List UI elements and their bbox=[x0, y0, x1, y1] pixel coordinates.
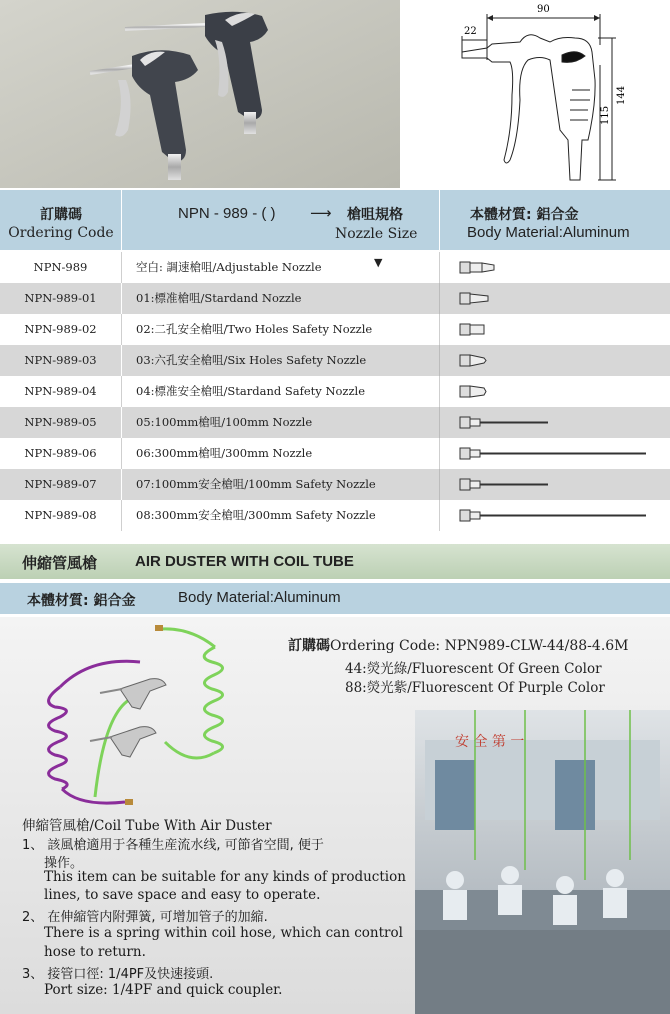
row-desc: 05:100mm槍咀/100mm Nozzle bbox=[122, 407, 440, 438]
table-row bbox=[0, 376, 670, 407]
color-option-purple: 88:熒光紫/Fluorescent Of Purple Color bbox=[345, 680, 605, 696]
material-band bbox=[0, 583, 670, 614]
table-row bbox=[0, 283, 670, 314]
row-desc: 08:300mm安全槍咀/300mm Safety Nozzle bbox=[122, 500, 440, 531]
row-code: NPN-989-02 bbox=[0, 314, 122, 345]
table-row bbox=[0, 500, 670, 531]
row-desc: 07:100mm安全槍咀/100mm Safety Nozzle bbox=[122, 469, 440, 500]
right-arrow-icon: ⟶ bbox=[310, 204, 332, 222]
row-code: NPN-989-08 bbox=[0, 500, 122, 531]
row-desc: 03:六孔安全槍咀/Six Holes Safety Nozzle bbox=[122, 345, 440, 376]
factory-workers-photo bbox=[415, 710, 670, 1014]
nozzle-size-en: Nozzle Size bbox=[335, 226, 418, 242]
air-gun-photo bbox=[0, 0, 400, 188]
order-code bbox=[288, 635, 629, 655]
factory-banner-text: 安 全 第 一 bbox=[455, 734, 525, 750]
nozzle-image bbox=[440, 407, 670, 438]
dimension-115: 115 bbox=[600, 105, 611, 125]
ordering-code-zh: 訂購碼 bbox=[40, 207, 82, 223]
dimension-drawing bbox=[400, 0, 670, 188]
section-title-en: AIR DUSTER WITH COIL TUBE bbox=[135, 553, 354, 570]
table-row bbox=[0, 438, 670, 469]
code-pattern: NPN - 989 - ( ) bbox=[178, 205, 276, 222]
row-code: NPN-989-06 bbox=[0, 438, 122, 469]
note-2-zh: 2、 在伸縮管内附彈簧, 可增加管子的加縮. bbox=[22, 910, 268, 925]
order-code-label-zh: 訂購碼 bbox=[288, 638, 330, 654]
row-desc: 02:二孔安全槍咀/Two Holes Safety Nozzle bbox=[122, 314, 440, 345]
row-desc: 空白: 調速槍咀/Adjustable Nozzle bbox=[122, 252, 440, 283]
row-code: NPN-989-07 bbox=[0, 469, 122, 500]
note-1-en-1: This item can be suitable for any kinds of production bbox=[44, 869, 406, 885]
note-2-en-2: hose to return. bbox=[44, 944, 146, 960]
row-code: NPN-989-03 bbox=[0, 345, 122, 376]
down-arrow-icon: ▼ bbox=[374, 256, 383, 269]
dimension-90: 90 bbox=[537, 4, 550, 15]
row-desc: 06:300mm槍咀/300mm Nozzle bbox=[122, 438, 440, 469]
row-code: NPN-989-01 bbox=[0, 283, 122, 314]
material-zh: 本體材質: 鋁合金 bbox=[470, 207, 579, 223]
material-header bbox=[440, 190, 670, 250]
nozzle-image bbox=[440, 438, 670, 469]
table-row bbox=[0, 407, 670, 438]
row-code: NPN-989-04 bbox=[0, 376, 122, 407]
technical-drawing bbox=[400, 0, 670, 188]
notes-title: 伸縮管風槍/Coil Tube With Air Duster bbox=[22, 818, 272, 834]
row-desc: 01:標准槍咀/Stardand Nozzle bbox=[122, 283, 440, 314]
row-desc: 04:標准安全槍咀/Stardand Safety Nozzle bbox=[122, 376, 440, 407]
nozzle-image bbox=[440, 252, 670, 283]
note-1-zh-cont: 操作。 bbox=[44, 856, 84, 871]
ordering-code-header bbox=[0, 190, 122, 250]
product-photo bbox=[0, 0, 400, 188]
table-row bbox=[0, 469, 670, 500]
dimension-144: 144 bbox=[616, 85, 627, 105]
nozzle-table bbox=[0, 252, 670, 530]
section-title-zh: 伸縮管風槍 bbox=[22, 554, 98, 572]
table-header bbox=[0, 190, 670, 250]
material-en: Body Material:Aluminum bbox=[178, 589, 341, 606]
note-3-zh: 3、 接管口徑: 1/4PF及快速接頭. bbox=[22, 967, 214, 982]
table-row bbox=[0, 252, 670, 283]
table-row bbox=[0, 345, 670, 376]
dimension-22: 22 bbox=[464, 26, 477, 37]
nozzle-image bbox=[440, 314, 670, 345]
coil-tube-photo bbox=[0, 617, 300, 817]
note-3-en: Port size: 1/4PF and quick coupler. bbox=[44, 982, 283, 998]
nozzle-image bbox=[440, 469, 670, 500]
table-row bbox=[0, 314, 670, 345]
nozzle-size-zh: 槍咀規格 bbox=[347, 207, 403, 223]
order-code-value: Ordering Code: NPN989-CLW-44/88-4.6M bbox=[330, 638, 629, 654]
material-zh: 本體材質: 鋁合金 bbox=[27, 593, 136, 609]
nozzle-image bbox=[440, 345, 670, 376]
section-title-band bbox=[0, 544, 670, 579]
material-en: Body Material:Aluminum bbox=[467, 224, 630, 241]
nozzle-image bbox=[440, 283, 670, 314]
ordering-code-en: Ordering Code bbox=[8, 225, 114, 241]
color-option-green: 44:熒光綠/Fluorescent Of Green Color bbox=[345, 661, 602, 677]
nozzle-image bbox=[440, 500, 670, 531]
nozzle-image bbox=[440, 376, 670, 407]
note-2-en-1: There is a spring within coil hose, which can control bbox=[44, 925, 403, 941]
coil-tube-section bbox=[0, 617, 670, 1014]
note-1-en-2: lines, to save space and easy to operate. bbox=[44, 887, 321, 903]
row-code: NPN-989 bbox=[0, 252, 122, 283]
note-1-zh: 1、 該風槍適用于各種生産流水线, 可節省空間, 便于 bbox=[22, 838, 324, 853]
row-code: NPN-989-05 bbox=[0, 407, 122, 438]
nozzle-header bbox=[122, 190, 440, 250]
